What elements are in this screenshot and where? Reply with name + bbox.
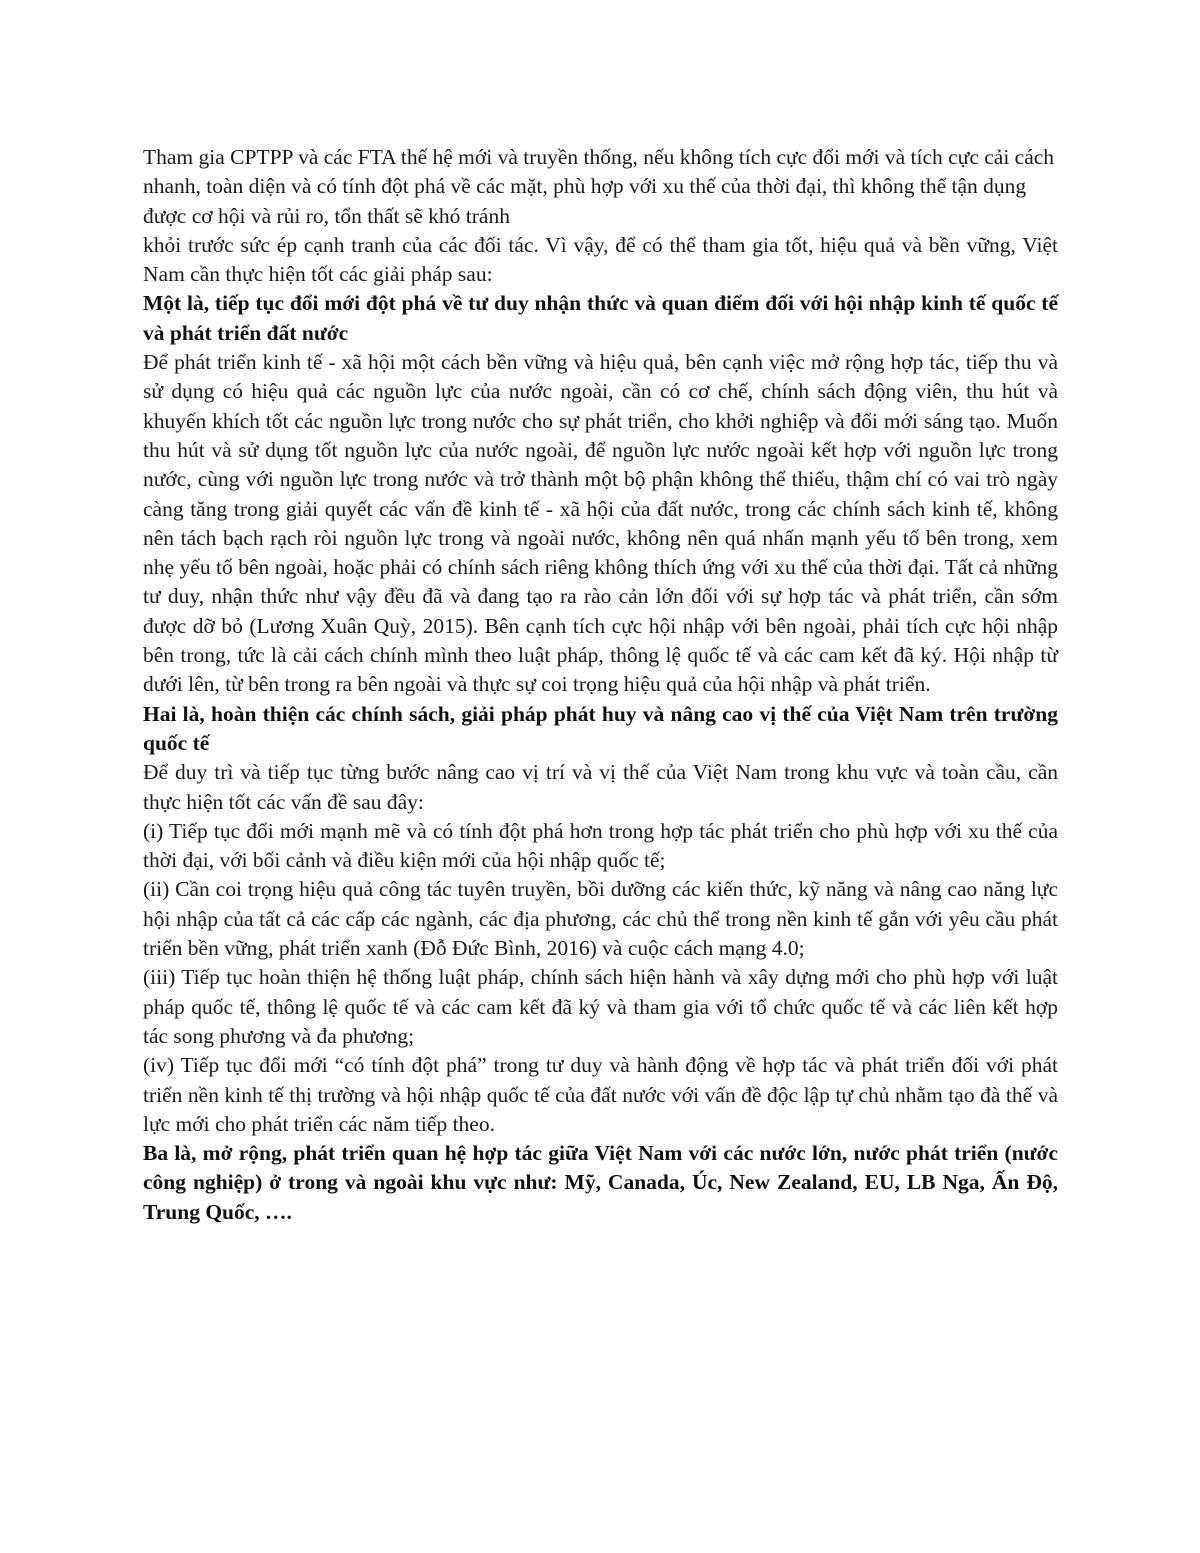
section-1-paragraph: Để phát triển kinh tế - xã hội một cách bền vững và hiệu quả, bên cạnh việc mở rộng hợp tác, tiếp thu và sử dụng có hiệu quả các nguồn lực của nước ngoài, cần có cơ chế, chính sách động viên, thu hút và khuyến khích tốt các nguồn lực trong nước cho sự phát triển, cho khởi nghiệp và đổi mới sáng tạo. Muốn thu hút và sử dụng tốt nguồn lực của nước ngoài, để nguồn lực nước ngoài kết hợp với nguồn lực trong nước, cùng với nguồn lực trong nước và trở thành một bộ phận không thể thiếu, thậm chí có vai trò ngày càng tăng trong giải quyết các vấn đề kinh tế - xã hội của đất nước, trong các chính sách kinh tế, không nên tách bạch rạch ròi nguồn lực trong và ngoài nước, không nên quá nhấn mạnh yếu tố bên trong, xem nhẹ yếu tố bên ngoài, hoặc phải có chính sách riêng không thích ứng với xu thế của thời đại. Tất cả những tư duy, nhận thức như vậy đều đã và đang tạo ra rào cản lớn đối với sự hợp tác và phát triển, cần sớm được dỡ bỏ (Lương Xuân Quỳ, 2015). Bên cạnh tích cực hội nhập với bên ngoài, phải tích cực hội nhập bên trong, tức là cải cách chính mình theo luật pháp, thông lệ quốc tế và các cam kết đã ký. Hội nhập từ dưới lên, từ bên trong ra bên ngoài và thực sự coi trọng hiệu quả của hội nhập và phát triển. xyxy=(143,350,1058,697)
intro-paragraph-part-1: Tham gia CPTPP và các FTA thế hệ mới và truyền thống, nếu không tích cực đổi mới và tích cực cải cách nhanh, toàn diện và có tính đột phá về các mặt, phù hợp với xu thế của thời đại, thì không thể tận dụng được cơ hội và rủi ro, tổn thất sẽ khó tránh xyxy=(143,145,1055,228)
intro-paragraph-part-2: khỏi trước sức ép cạnh tranh của các đối tác. Vì vậy, để có thể tham gia tốt, hiệu quả và bền vững, Việt Nam cần thực hiện tốt các giải pháp sau: xyxy=(143,232,1058,287)
section-heading-2: Hai là, hoàn thiện các chính sách, giải pháp phát huy và nâng cao vị thế của Việt Nam trên trường quốc tế xyxy=(143,701,1058,755)
list-item-iii: (iii) Tiếp tục hoàn thiện hệ thống luật pháp, chính sách hiện hành và xây dựng mới cho phù hợp với luật pháp quốc tế, thông lệ quốc tế và các cam kết đã ký và tham gia với tổ chức quốc tế và các liên kết hợp tác song phương và đa phương; xyxy=(143,965,1058,1048)
section-heading-1: Một là, tiếp tục đổi mới đột phá về tư duy nhận thức và quan điểm đối với hội nhập kinh tế quốc tế và phát triển đất nước xyxy=(143,291,1058,345)
section-2-intro-paragraph: Để duy trì và tiếp tục từng bước nâng cao vị trí và vị thế của Việt Nam trong khu vực và toàn cầu, cần thực hiện tốt các vấn đề sau đây: xyxy=(143,760,1058,814)
section-heading-3: Ba là, mở rộng, phát triển quan hệ hợp tác giữa Việt Nam với các nước lớn, nước phát triển (nước công nghiệp) ở trong và ngoài khu vực như: Mỹ, Canada, Úc, New Zealand, EU, LB Nga, Ấn Độ, Trung Quốc, …. xyxy=(143,1141,1058,1224)
list-item-iv: (iv) Tiếp tục đổi mới “có tính đột phá” trong tư duy và hành động về hợp tác và phát triển đối với phát triển nền kinh tế thị trường và hội nhập quốc tế của đất nước với vấn đề độc lập tự chủ nhằm tạo đà thế và lực mới cho phát triển các năm tiếp theo. xyxy=(143,1053,1058,1136)
list-item-ii: (ii) Cần coi trọng hiệu quả công tác tuyên truyền, bồi dưỡng các kiến thức, kỹ năng và nâng cao năng lực hội nhập của tất cả các cấp các ngành, các địa phương, các chủ thể trong nền kinh tế gắn với yêu cầu phát triển bền vững, phát triển xanh (Đỗ Đức Bình, 2016) và cuộc cách mạng 4.0; xyxy=(143,877,1058,961)
document-body xyxy=(143,143,1058,1227)
list-item-i: (i) Tiếp tục đổi mới mạnh mẽ và có tính đột phá hơn trong hợp tác phát triển cho phù hợp với xu thế của thời đại, với bối cảnh và điều kiện mới của hội nhập quốc tế; xyxy=(143,818,1058,873)
